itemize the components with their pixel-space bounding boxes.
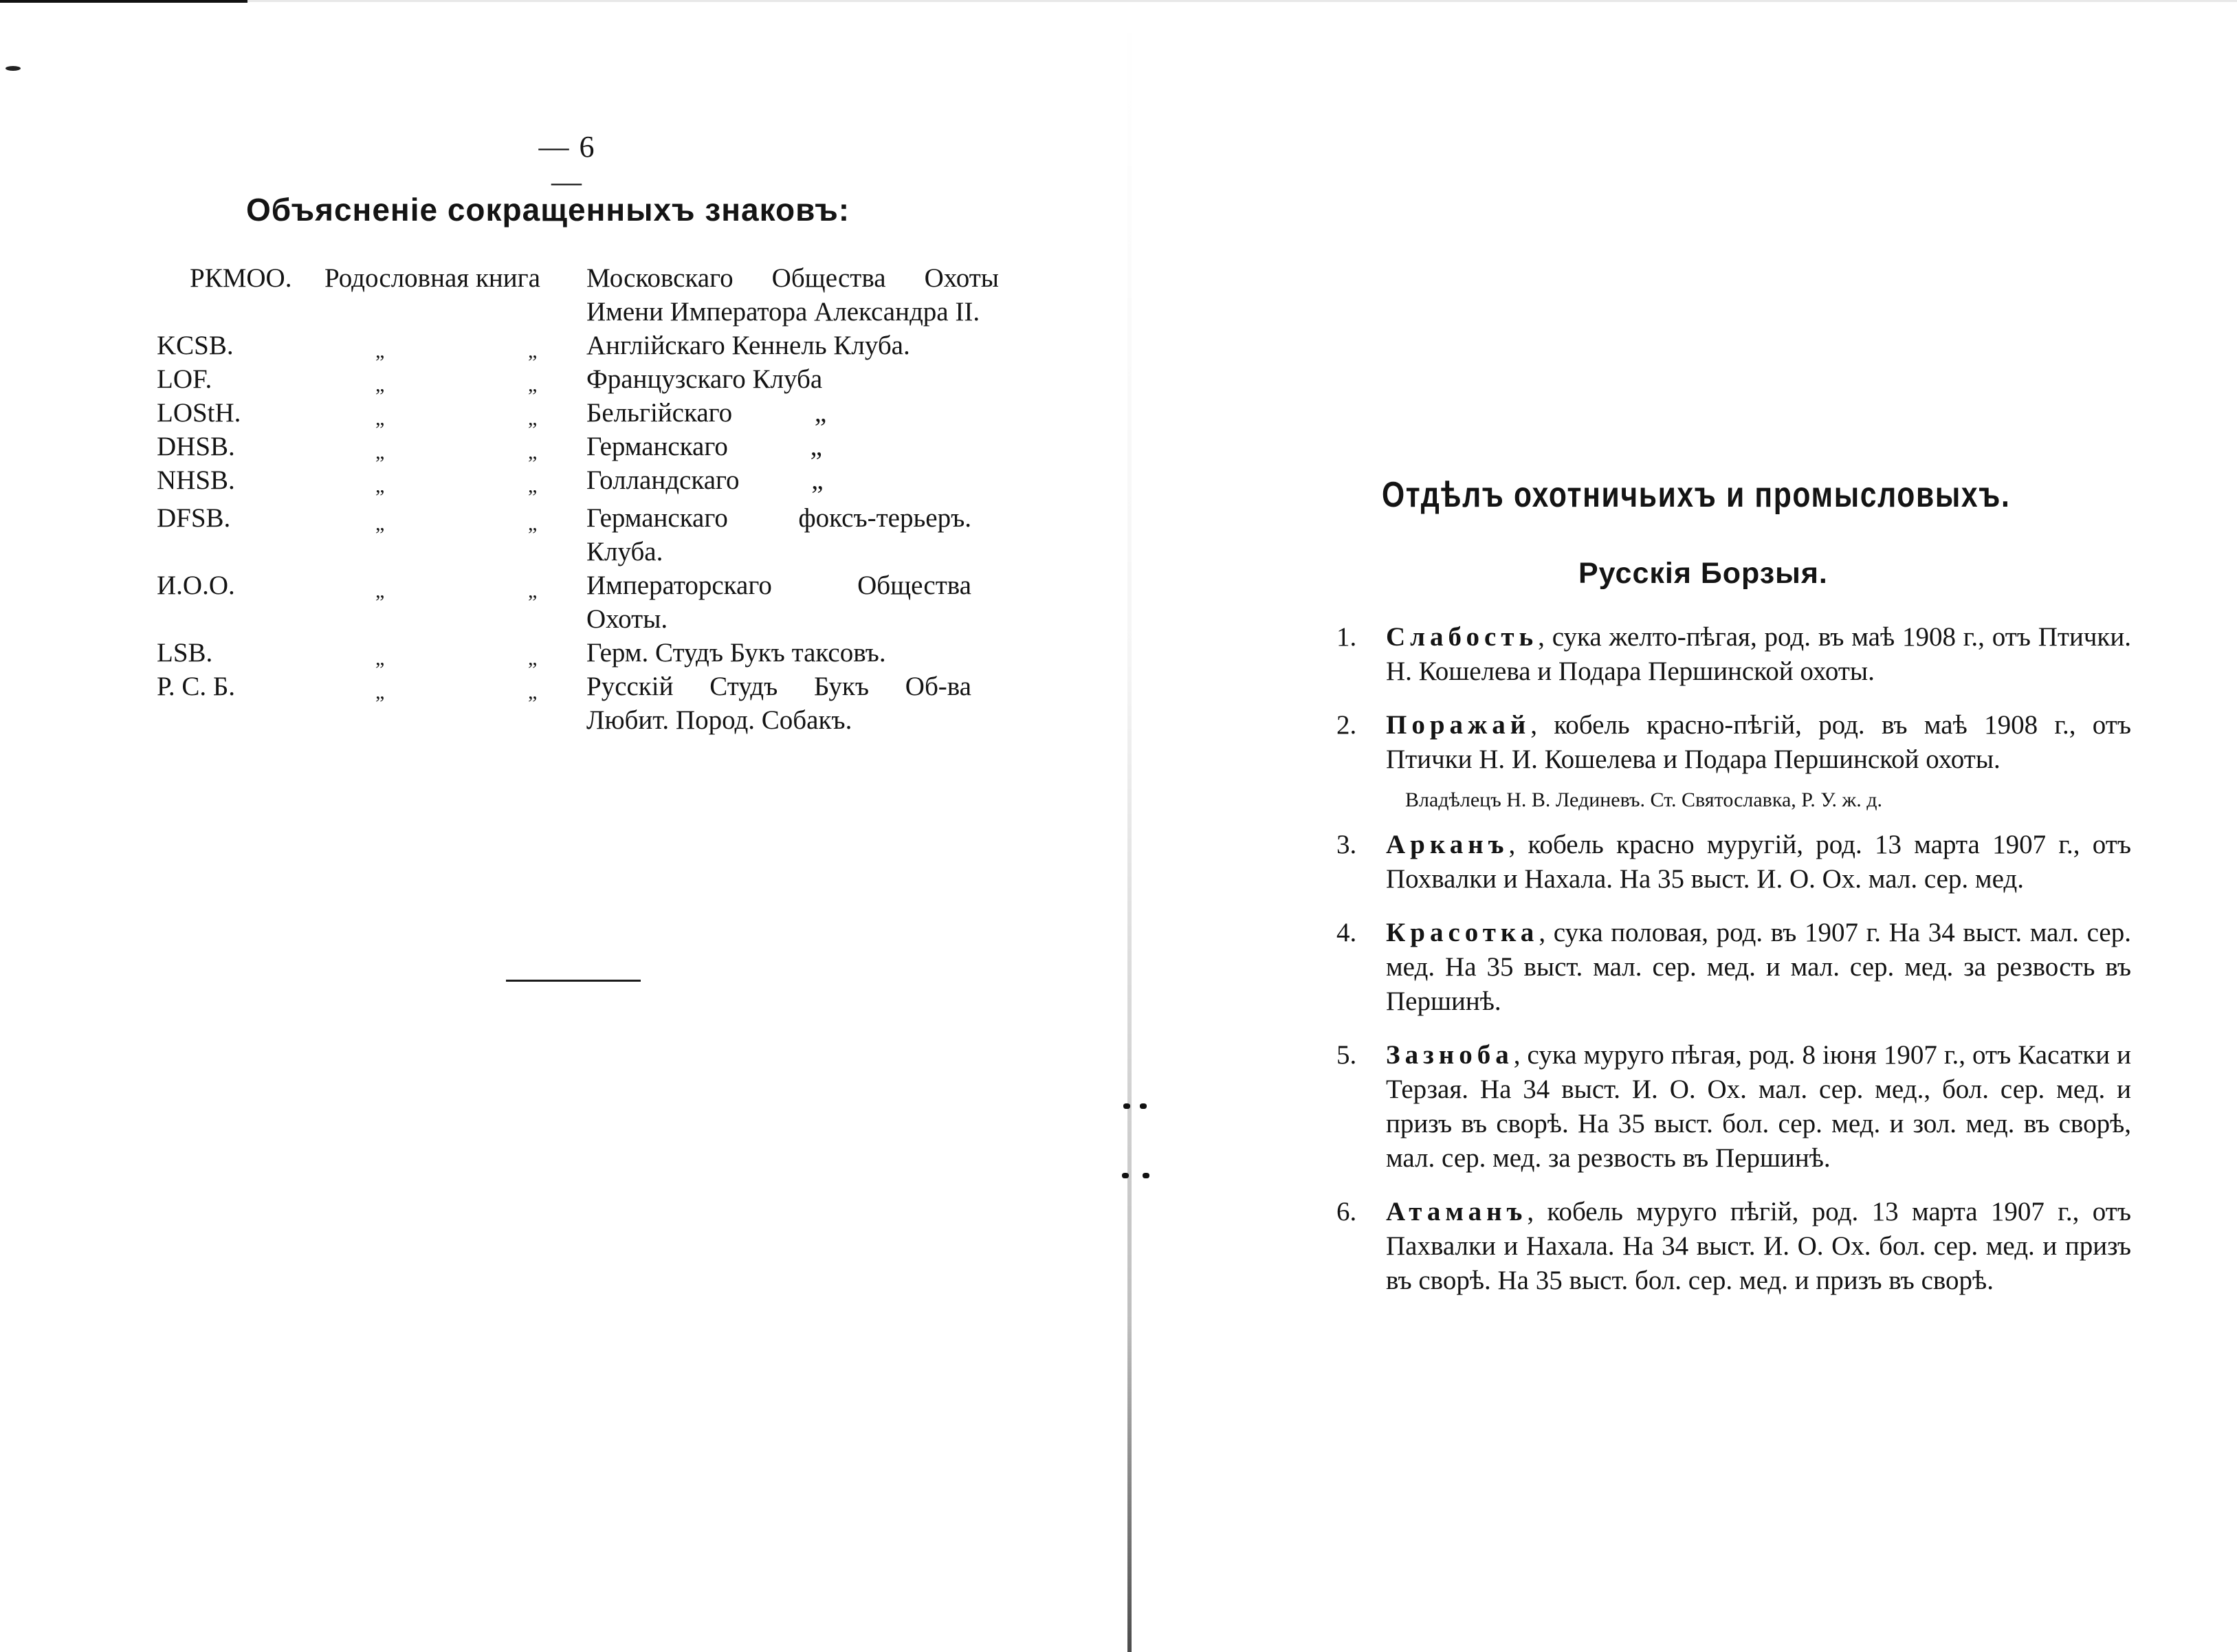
abbreviation-row xyxy=(157,501,1009,569)
abbreviation-row xyxy=(157,261,1009,329)
dog-name: Слабость xyxy=(1386,622,1539,652)
ditto-mark: „ xyxy=(375,647,385,670)
dog-entry xyxy=(1336,828,2131,896)
entry-body xyxy=(1386,1038,2131,1176)
dog-entries-list xyxy=(1336,620,2131,1317)
ditto-mark: „ xyxy=(375,474,385,497)
abbreviation-row xyxy=(157,362,1009,396)
ditto-mark: „ xyxy=(528,647,538,670)
abbreviations-title: Объясненіе сокращенныхъ знаковъ: xyxy=(246,192,850,228)
scan-top-edge xyxy=(0,0,247,3)
section-end-rule xyxy=(506,980,641,982)
scan-speck xyxy=(5,66,21,71)
ditto-mark: „ xyxy=(528,681,538,703)
ditto-mark: „ xyxy=(375,441,385,463)
entry-number: 2. xyxy=(1336,710,1357,740)
dog-entry xyxy=(1336,620,2131,689)
gutter-mark xyxy=(1143,1173,1149,1178)
scan-top-edge-faint xyxy=(247,0,2237,2)
page-number: — 6 — xyxy=(538,130,596,199)
ditto-mark: „ xyxy=(375,512,385,535)
ditto-mark: „ xyxy=(528,407,538,430)
entry-body xyxy=(1386,916,2131,1019)
ditto-mark: „ xyxy=(375,681,385,703)
entry-text: , кобель муруго пѣгій, род. 13 марта 1907 г., отъ Пахвалки и Нахала. На 34 выст. И. О. Ох. бол. сер. мед. и призъ въ сворѣ. На 35 выст. бол. сер. мед. и призъ въ сворѣ. xyxy=(1386,1197,2131,1295)
dog-entry xyxy=(1336,1195,2131,1298)
abbreviation-code: И.О.О. xyxy=(157,571,235,600)
dog-name: Красотка xyxy=(1386,918,1539,947)
abbreviation-description: Русскій Студъ Букъ Об-ва Любит. Пород. Собакъ. xyxy=(586,672,971,735)
abbreviation-row xyxy=(157,396,1009,430)
entry-body xyxy=(1386,708,2131,777)
abbreviations-table xyxy=(157,261,1009,737)
book-gutter xyxy=(1127,0,1132,1652)
abbreviation-description: Французскаго Клуба xyxy=(586,364,823,394)
entry-text: , кобель красно муругій, род. 13 марта 1907 г., отъ Похвалки и Нахала. На 35 выст. И. О. Ох. мал. сер. мед. xyxy=(1386,830,2131,894)
ditto-mark: „ xyxy=(375,580,385,602)
abbreviation-description: Голландскаго „ xyxy=(586,465,824,495)
dog-name: Атаманъ xyxy=(1386,1197,1528,1226)
ditto-mark: „ xyxy=(528,512,538,535)
abbreviation-code: KCSB. xyxy=(157,331,234,360)
abbreviation-row xyxy=(157,636,1009,670)
abbreviation-description: Московскаго Общества Охоты Имени Императора Александра II. xyxy=(586,263,999,327)
entry-text: , сука желто-пѣгая, род. въ маѣ 1908 г., отъ Птички. Н. Кошелева и Подара Першинской охоты. xyxy=(1386,622,2131,686)
dog-name: Арканъ xyxy=(1386,830,1509,859)
dog-entry xyxy=(1336,1038,2131,1176)
section-title: Отдѣлъ охотничьихъ и промысловыхъ. xyxy=(1382,475,2011,515)
entry-number: 1. xyxy=(1336,622,1357,652)
abbreviation-code: Р. С. Б. xyxy=(157,672,235,701)
subsection-title: Русскія Борзыя. xyxy=(1578,557,1828,590)
entry-body xyxy=(1386,1195,2131,1298)
ditto-mark: „ xyxy=(528,441,538,463)
dog-name: Поражай xyxy=(1386,710,1531,740)
abbreviation-row xyxy=(157,329,1009,362)
abbreviation-description: Императорскаго Общества Охоты. xyxy=(586,571,971,634)
ditto-mark: „ xyxy=(375,340,385,362)
entry-text: , сука половая, род. въ 1907 г. На 34 выст. мал. сер. мед. На 35 выст. мал. сер. мед. и мал. сер. мед. за резвость въ Першинѣ. xyxy=(1386,918,2131,1016)
entry-number: 6. xyxy=(1336,1197,1357,1226)
entry-number: 3. xyxy=(1336,830,1357,859)
dog-name: Зазноба xyxy=(1386,1040,1514,1070)
entry-number: 5. xyxy=(1336,1040,1357,1070)
abbreviation-code: РКМОО. xyxy=(190,263,292,293)
abbreviation-description: Герм. Студъ Букъ таксовъ. xyxy=(586,638,886,668)
abbreviation-code: LOStH. xyxy=(157,398,241,428)
ditto-mark: „ xyxy=(528,373,538,396)
entry-body xyxy=(1386,828,2131,896)
abbreviation-code: LOF. xyxy=(157,364,212,394)
ditto-mark: „ xyxy=(375,407,385,430)
gutter-mark xyxy=(1123,1103,1130,1109)
abbreviation-description: Германскаго фоксъ-терьеръ. Клуба. xyxy=(586,503,971,566)
abbreviation-row xyxy=(157,463,1009,497)
abbreviation-description: Бельгійскаго „ xyxy=(586,398,827,428)
abbreviation-code: LSB. xyxy=(157,638,213,668)
dog-entry xyxy=(1336,708,2131,777)
ditto-mark: „ xyxy=(375,373,385,396)
dog-entry xyxy=(1336,916,2131,1019)
gutter-mark xyxy=(1122,1173,1129,1178)
ditto-mark: „ xyxy=(528,580,538,602)
abbreviation-code: NHSB. xyxy=(157,465,235,495)
abbreviation-description: Германскаго „ xyxy=(586,432,822,461)
abbreviation-description: Англійскаго Кеннель Клуба. xyxy=(586,331,910,360)
abbreviation-code: DHSB. xyxy=(157,432,235,461)
owner-line: Владѣлецъ Н. В. Лединевъ. Ст. Святославка, Р. У. ж. д. xyxy=(1405,789,1883,811)
entry-body xyxy=(1386,620,2131,689)
entry-number: 4. xyxy=(1336,918,1357,947)
abbreviation-row xyxy=(157,430,1009,463)
entry-text: , кобель красно-пѣгій, род. въ маѣ 1908 г., отъ Птички Н. И. Кошелева и Подара Першинской охоты. xyxy=(1386,710,2131,774)
abbreviation-row xyxy=(157,670,1009,737)
abbreviation-lead-text: Родословная книга xyxy=(324,263,540,293)
ditto-mark: „ xyxy=(528,474,538,497)
ditto-mark: „ xyxy=(528,340,538,362)
entry-text: , сука муруго пѣгая, род. 8 іюня 1907 г., отъ Касатки и Терзая. На 34 выст. И. О. Ох. мал. сер. мед., бол. сер. мед. и призъ въ сворѣ. На 35 выст. бол. сер. мед. и зол. мед. въ сворѣ, мал. сер. мед. за резвость въ Першинѣ. xyxy=(1386,1040,2131,1173)
abbreviation-row xyxy=(157,569,1009,636)
gutter-mark xyxy=(1140,1103,1147,1109)
abbreviation-code: DFSB. xyxy=(157,503,231,533)
